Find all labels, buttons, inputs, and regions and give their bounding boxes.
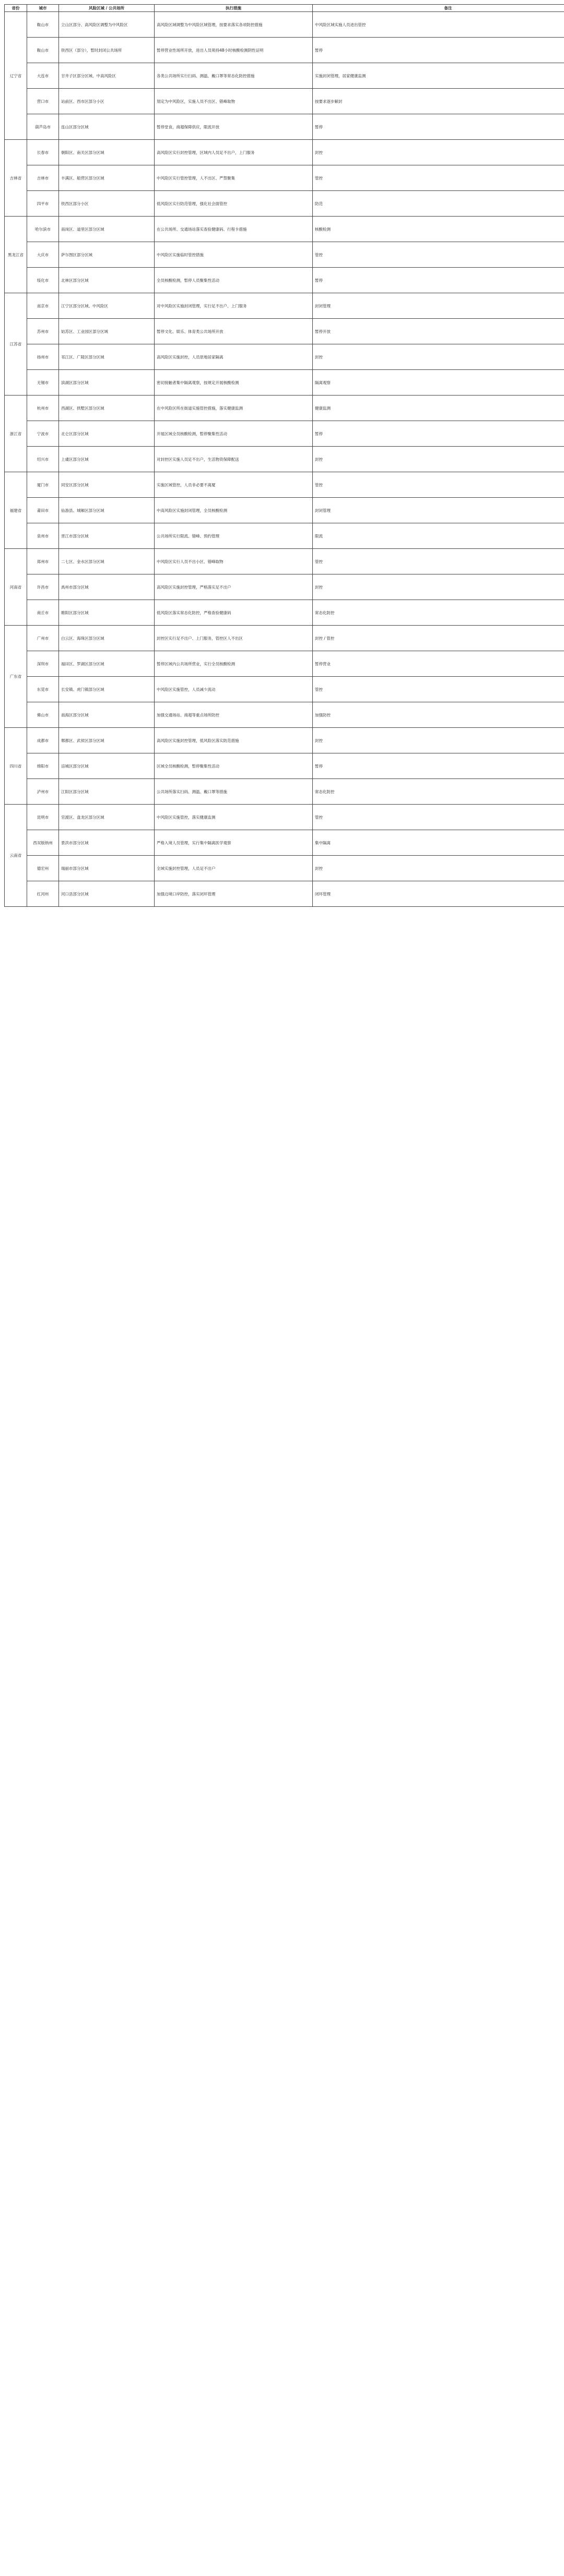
table-row bbox=[5, 574, 564, 600]
table-row bbox=[5, 856, 564, 881]
measure-cell: 加强交通场站、商超等重点场所防控 bbox=[155, 702, 313, 728]
measure-cell: 高风险区实施封控管理，低风险区落实防范措施 bbox=[155, 728, 313, 753]
table-row bbox=[5, 549, 564, 574]
measure-cell: 高风险区实施封控管理，严格落实足不出户 bbox=[155, 574, 313, 600]
area-cell: 二七区、金水区部分区域 bbox=[59, 549, 155, 574]
note-cell: 管控 bbox=[313, 242, 564, 268]
table-row bbox=[5, 728, 564, 753]
area-cell: 仙游县、城厢区部分区域 bbox=[59, 498, 155, 523]
note-cell: 暂停 bbox=[313, 114, 564, 140]
note-cell: 封控 bbox=[313, 728, 564, 753]
area-cell: 郫都区、武侯区部分区域 bbox=[59, 728, 155, 753]
province-cell: 浙江省 bbox=[5, 396, 27, 472]
note-cell: 管控 bbox=[313, 677, 564, 702]
city-cell: 绍兴市 bbox=[27, 447, 59, 472]
table-row bbox=[5, 421, 564, 447]
area-cell: 南岗区、道里区部分区域 bbox=[59, 217, 155, 242]
table-row bbox=[5, 396, 564, 421]
city-cell: 泉州市 bbox=[27, 523, 59, 549]
note-cell: 中风险区域实施人员进出管控 bbox=[313, 12, 564, 38]
note-cell: 实施封闭管理，居家健康监测 bbox=[313, 63, 564, 89]
area-cell: 萨尔图区部分区域 bbox=[59, 242, 155, 268]
measure-cell: 高风险区实施封控，人员原地居家隔离 bbox=[155, 344, 313, 370]
note-cell: 隔离观察 bbox=[313, 370, 564, 396]
table-row bbox=[5, 830, 564, 856]
measure-cell: 暂停区域内公共场所营业，实行全员核酸检测 bbox=[155, 651, 313, 677]
city-cell: 杭州市 bbox=[27, 396, 59, 421]
table-row bbox=[5, 805, 564, 830]
city-cell: 哈尔滨市 bbox=[27, 217, 59, 242]
area-cell: 河口县部分区域 bbox=[59, 881, 155, 907]
city-cell: 长春市 bbox=[27, 140, 59, 165]
area-cell: 睢阳区部分区域 bbox=[59, 600, 155, 626]
table-row bbox=[5, 702, 564, 728]
measure-cell: 密切接触者集中隔离观察，按规定开展核酸检测 bbox=[155, 370, 313, 396]
city-cell: 南京市 bbox=[27, 293, 59, 319]
table-row bbox=[5, 626, 564, 651]
city-cell: 泸州市 bbox=[27, 779, 59, 805]
area-cell: 官渡区、盘龙区部分区域 bbox=[59, 805, 155, 830]
table-row bbox=[5, 498, 564, 523]
measure-cell: 全域实施封控管理，人员足不出户 bbox=[155, 856, 313, 881]
note-cell: 暂停 bbox=[313, 421, 564, 447]
measure-cell: 全员核酸检测，暂停人员聚集性活动 bbox=[155, 268, 313, 293]
city-cell: 葫芦岛市 bbox=[27, 114, 59, 140]
note-cell: 暂停 bbox=[313, 268, 564, 293]
city-cell: 西双版纳州 bbox=[27, 830, 59, 856]
note-cell: 常态化防控 bbox=[313, 600, 564, 626]
measure-cell: 暂停堂食，商超保障供应，限流开放 bbox=[155, 114, 313, 140]
city-cell: 鞍山市 bbox=[27, 12, 59, 38]
city-cell: 四平市 bbox=[27, 191, 59, 217]
note-cell: 按要求逐步解封 bbox=[313, 89, 564, 114]
column-header: 执行措施 bbox=[155, 5, 313, 12]
measure-cell: 中风险区实行管控管理，人不出区、严禁聚集 bbox=[155, 165, 313, 191]
column-header: 备注 bbox=[313, 5, 564, 12]
measure-cell: 在公共场所、交通场站落实查验健康码、行程卡措施 bbox=[155, 217, 313, 242]
table-row bbox=[5, 319, 564, 344]
table-row bbox=[5, 523, 564, 549]
area-cell: 甘井子区部分区域、中高风险区 bbox=[59, 63, 155, 89]
city-cell: 鞍山市 bbox=[27, 38, 59, 63]
city-cell: 莆田市 bbox=[27, 498, 59, 523]
table-row bbox=[5, 753, 564, 779]
header-row bbox=[5, 5, 564, 12]
note-cell: 封闭管理 bbox=[313, 498, 564, 523]
province-cell: 云南省 bbox=[5, 805, 27, 907]
area-cell: 白云区、海珠区部分区域 bbox=[59, 626, 155, 651]
table-row bbox=[5, 447, 564, 472]
measure-cell: 加强边境口岸防控，落实闭环管理 bbox=[155, 881, 313, 907]
city-cell: 营口市 bbox=[27, 89, 59, 114]
province-cell: 四川省 bbox=[5, 728, 27, 805]
measure-cell: 实施区域管控，人员非必要不离厦 bbox=[155, 472, 313, 498]
area-cell: 朝阳区、南关区部分区域 bbox=[59, 140, 155, 165]
area-cell: 邗江区、广陵区部分区域 bbox=[59, 344, 155, 370]
area-cell: 姑苏区、工业园区部分区域 bbox=[59, 319, 155, 344]
table-row bbox=[5, 779, 564, 805]
city-cell: 德宏州 bbox=[27, 856, 59, 881]
area-cell: 福田区、罗湖区部分区域 bbox=[59, 651, 155, 677]
measure-cell: 低风险区实行防范管理，强化社会面管控 bbox=[155, 191, 313, 217]
measure-cell: 中风险区实施管控，落实健康监测 bbox=[155, 805, 313, 830]
table-row bbox=[5, 12, 564, 38]
table-row bbox=[5, 63, 564, 89]
column-header: 风险区域 / 公共场所 bbox=[59, 5, 155, 12]
city-cell: 许昌市 bbox=[27, 574, 59, 600]
area-cell: 同安区部分区域 bbox=[59, 472, 155, 498]
measure-cell: 各类公共场所实行扫码、测温、戴口罩等常态化防控措施 bbox=[155, 63, 313, 89]
table-row bbox=[5, 217, 564, 242]
province-cell: 广东省 bbox=[5, 626, 27, 728]
city-cell: 苏州市 bbox=[27, 319, 59, 344]
measure-cell: 严格入境人员管理，实行集中隔离医学观察 bbox=[155, 830, 313, 856]
table-row bbox=[5, 472, 564, 498]
city-cell: 绥化市 bbox=[27, 268, 59, 293]
note-cell: 封控 bbox=[313, 140, 564, 165]
column-header: 城市 bbox=[27, 5, 59, 12]
city-cell: 吉林市 bbox=[27, 165, 59, 191]
area-cell: 站前区、西市区部分小区 bbox=[59, 89, 155, 114]
province-cell: 福建省 bbox=[5, 472, 27, 549]
table-row bbox=[5, 165, 564, 191]
table-row bbox=[5, 293, 564, 319]
area-cell: 连山区部分区域 bbox=[59, 114, 155, 140]
measure-cell: 区域全员核酸检测，暂停聚集性活动 bbox=[155, 753, 313, 779]
note-cell: 暂停开放 bbox=[313, 319, 564, 344]
measure-cell: 公共场所落实扫码、测温、戴口罩等措施 bbox=[155, 779, 313, 805]
table-row bbox=[5, 344, 564, 370]
table-row bbox=[5, 242, 564, 268]
measure-cell: 开展区域全员核酸检测，暂停聚集性活动 bbox=[155, 421, 313, 447]
province-cell: 河南省 bbox=[5, 549, 27, 626]
note-cell: 管控 bbox=[313, 165, 564, 191]
measure-cell: 暂停文化、娱乐、体育类公共场所开放 bbox=[155, 319, 313, 344]
table-row bbox=[5, 191, 564, 217]
area-cell: 铁西区部分小区 bbox=[59, 191, 155, 217]
area-cell: 禹州市部分区域 bbox=[59, 574, 155, 600]
measure-cell: 中风险区实行人员不出小区、错峰取物 bbox=[155, 549, 313, 574]
note-cell: 暂停 bbox=[313, 753, 564, 779]
area-cell: 北林区部分区域 bbox=[59, 268, 155, 293]
area-cell: 北仑区部分区域 bbox=[59, 421, 155, 447]
city-cell: 深圳市 bbox=[27, 651, 59, 677]
city-cell: 红河州 bbox=[27, 881, 59, 907]
table-row bbox=[5, 600, 564, 626]
table-row bbox=[5, 140, 564, 165]
table-row bbox=[5, 114, 564, 140]
area-cell: 滨湖区部分区域 bbox=[59, 370, 155, 396]
note-cell: 管控 bbox=[313, 549, 564, 574]
note-cell: 加强防控 bbox=[313, 702, 564, 728]
area-cell: 景洪市部分区域 bbox=[59, 830, 155, 856]
measure-cell: 公共场所实行限流、错峰、预约管理 bbox=[155, 523, 313, 549]
province-cell: 江苏省 bbox=[5, 293, 27, 396]
city-cell: 宁波市 bbox=[27, 421, 59, 447]
data-table bbox=[4, 4, 564, 907]
city-cell: 厦门市 bbox=[27, 472, 59, 498]
city-cell: 大连市 bbox=[27, 63, 59, 89]
note-cell: 闭环管理 bbox=[313, 881, 564, 907]
note-cell: 防范 bbox=[313, 191, 564, 217]
city-cell: 佛山市 bbox=[27, 702, 59, 728]
measure-cell: 中高风险区实施封闭管理，全员核酸检测 bbox=[155, 498, 313, 523]
area-cell: 上虞区部分区域 bbox=[59, 447, 155, 472]
note-cell: 封控 bbox=[313, 856, 564, 881]
table-row bbox=[5, 38, 564, 63]
note-cell: 管控 bbox=[313, 472, 564, 498]
area-cell: 江阳区部分区域 bbox=[59, 779, 155, 805]
measure-cell: 高风险区实行封控管理，区域内人员足不出户，上门服务 bbox=[155, 140, 313, 165]
area-cell: 涪城区部分区域 bbox=[59, 753, 155, 779]
city-cell: 无锡市 bbox=[27, 370, 59, 396]
city-cell: 广州市 bbox=[27, 626, 59, 651]
area-cell: 丰满区、船营区部分区域 bbox=[59, 165, 155, 191]
note-cell: 健康监测 bbox=[313, 396, 564, 421]
note-cell: 暂停营业 bbox=[313, 651, 564, 677]
note-cell: 封控 / 管控 bbox=[313, 626, 564, 651]
city-cell: 昆明市 bbox=[27, 805, 59, 830]
city-cell: 商丘市 bbox=[27, 600, 59, 626]
area-cell: 长安镇、虎门镇部分区域 bbox=[59, 677, 155, 702]
note-cell: 集中隔离 bbox=[313, 830, 564, 856]
measure-cell: 封控区实行足不出户、上门服务，管控区人不出区 bbox=[155, 626, 313, 651]
table-row bbox=[5, 651, 564, 677]
area-cell: 西湖区、拱墅区部分区域 bbox=[59, 396, 155, 421]
table-row bbox=[5, 268, 564, 293]
area-cell: 立山区部分、高风险区调整为中风险区 bbox=[59, 12, 155, 38]
measure-cell: 划定为中风险区，实施人员不出区、错峰取物 bbox=[155, 89, 313, 114]
measure-cell: 低风险区落实常态化防控，严格查验健康码 bbox=[155, 600, 313, 626]
measure-cell: 对中风险区实施封闭管理，实行足不出户、上门服务 bbox=[155, 293, 313, 319]
column-header: 省份 bbox=[5, 5, 27, 12]
note-cell: 常态化防控 bbox=[313, 779, 564, 805]
measure-cell: 暂停营业性场所开放，进出人员须持48小时核酸检测阴性证明 bbox=[155, 38, 313, 63]
document-sheet bbox=[4, 4, 560, 907]
note-cell: 封控 bbox=[313, 447, 564, 472]
province-cell: 辽宁省 bbox=[5, 12, 27, 140]
area-cell: 瑞丽市部分区域 bbox=[59, 856, 155, 881]
note-cell: 封控 bbox=[313, 344, 564, 370]
province-cell: 吉林省 bbox=[5, 140, 27, 217]
note-cell: 封闭管理 bbox=[313, 293, 564, 319]
table-row bbox=[5, 89, 564, 114]
province-cell: 黑龙江省 bbox=[5, 217, 27, 293]
city-cell: 扬州市 bbox=[27, 344, 59, 370]
table-body bbox=[5, 12, 564, 907]
table-row bbox=[5, 677, 564, 702]
city-cell: 东莞市 bbox=[27, 677, 59, 702]
area-cell: 江宁区部分区域、中风险区 bbox=[59, 293, 155, 319]
measure-cell: 对封控区实施人员足不出户，生活物资保障配送 bbox=[155, 447, 313, 472]
note-cell: 管控 bbox=[313, 805, 564, 830]
city-cell: 绵阳市 bbox=[27, 753, 59, 779]
city-cell: 成都市 bbox=[27, 728, 59, 753]
area-cell: 铁西区（部分），暂时封闭公共场所 bbox=[59, 38, 155, 63]
measure-cell: 中风险区实施临时管控措施 bbox=[155, 242, 313, 268]
note-cell: 核酸检测 bbox=[313, 217, 564, 242]
table-row bbox=[5, 370, 564, 396]
city-cell: 大庆市 bbox=[27, 242, 59, 268]
note-cell: 封控 bbox=[313, 574, 564, 600]
measure-cell: 在中风险区所在街道实施管控措施，落实健康监测 bbox=[155, 396, 313, 421]
area-cell: 晋江市部分区域 bbox=[59, 523, 155, 549]
note-cell: 限流 bbox=[313, 523, 564, 549]
city-cell: 郑州市 bbox=[27, 549, 59, 574]
table-row bbox=[5, 881, 564, 907]
note-cell: 暂停 bbox=[313, 38, 564, 63]
measure-cell: 中风险区实施管控，人员减少流动 bbox=[155, 677, 313, 702]
area-cell: 南海区部分区域 bbox=[59, 702, 155, 728]
measure-cell: 高风险区域调整为中风险区域管理，按要求落实各项防控措施 bbox=[155, 12, 313, 38]
